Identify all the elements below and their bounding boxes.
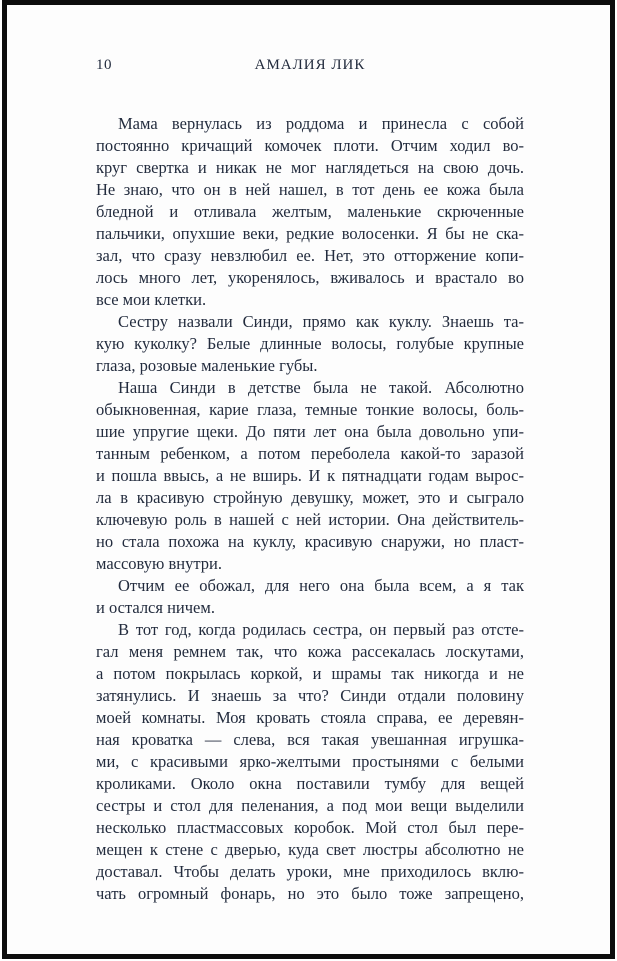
page-number: 10	[96, 57, 112, 73]
paragraph	[96, 619, 524, 905]
page-content	[96, 56, 524, 905]
text-line: зал, что сразу невзлюбил ее. Нет, это отторжение копи-	[96, 246, 524, 265]
text-line: кроликами. Около окна поставили тумбу для вещей	[96, 774, 524, 793]
text-line: ла в красивую стройную девушку, может, это и сыграло	[96, 488, 524, 507]
text-line: сестры и стол для пеленания, а под мои вещи выделили	[96, 796, 524, 815]
text-line: В тот год, когда родилась сестра, он первый раз отсте-	[118, 620, 524, 639]
text-line: чать огромный фонарь, но это было тоже запрещено,	[96, 884, 524, 903]
running-title-author: АМАЛИЯ ЛИК	[254, 57, 366, 73]
text-line: мещен к стене с дверью, куда свет люстры абсолютно не	[96, 840, 524, 859]
text-line: шие упругие щеки. До пяти лет она была довольно упи-	[96, 422, 524, 441]
text-line: ми, с красивыми ярко-желтыми простынями с белыми	[96, 752, 524, 771]
text-line: ная кроватка — слева, вся такая увешанная игрушка-	[96, 730, 524, 749]
text-line: круг свертка и никак не мог наглядеться на свою дочь.	[96, 158, 524, 177]
text-line: глаза, розовые маленькие губы.	[96, 356, 318, 375]
text-line: танным ребенком, а потом переболела какой-то заразой	[96, 444, 524, 463]
text-line: несколько пластмассовых коробок. Мой стол был пере-	[96, 818, 524, 837]
book-page-frame	[2, 0, 615, 959]
text-line: а потом покрылась коркой, и шрамы так никогда и не	[96, 664, 524, 683]
text-line: обыкновенная, карие глаза, темные тонкие волосы, боль-	[96, 400, 524, 419]
text-line: постоянно кричащий комочек плоти. Отчим ходил во-	[96, 136, 524, 155]
text-line: затянулись. И знаешь за что? Синди отдали половину	[96, 686, 524, 705]
paragraph	[96, 575, 524, 619]
running-head	[96, 56, 524, 74]
text-line: доставал. Чтобы делать уроки, мне приходилось вклю-	[96, 862, 524, 881]
text-line: и остался ничем.	[96, 598, 215, 617]
page-text	[96, 113, 524, 905]
text-line: лось много лет, укоренялось, вживалось и врастало во	[96, 268, 524, 287]
text-line: ключевую роль в нашей с ней истории. Она действитель-	[96, 510, 524, 529]
text-line: Мама вернулась из роддома и принесла с собой	[118, 114, 524, 133]
text-line: Наша Синди в детстве была не такой. Абсолютно	[118, 378, 524, 397]
paragraph	[96, 377, 524, 575]
text-line: массовую внутри.	[96, 554, 222, 573]
text-line: Не знаю, что он в ней нашел, в тот день ее кожа была	[96, 180, 524, 199]
text-line: все мои клетки.	[96, 290, 207, 309]
text-line: гал меня ремнем так, что кожа рассекалась лоскутами,	[96, 642, 524, 661]
text-line: Сестру назвали Синди, прямо как куклу. Знаешь та-	[118, 312, 524, 331]
text-line: Отчим ее обожал, для него она была всем, а я так	[118, 576, 524, 595]
paragraph	[96, 113, 524, 311]
text-line: но стала похожа на куклу, красивую снаружи, но пласт-	[96, 532, 524, 551]
text-line: моей комнаты. Моя кровать стояла справа, ее деревян-	[96, 708, 524, 727]
text-line: пальчики, опухшие веки, редкие волосенки. Я бы не ска-	[96, 224, 524, 243]
text-line: кую куколку? Белые длинные волосы, голубые крупные	[96, 334, 524, 353]
text-line: и пошла ввысь, а не вширь. И к пятнадцати годам вырос-	[96, 466, 524, 485]
text-line: бледной и отливала желтым, маленькие скрюченные	[96, 202, 524, 221]
paragraph	[96, 311, 524, 377]
